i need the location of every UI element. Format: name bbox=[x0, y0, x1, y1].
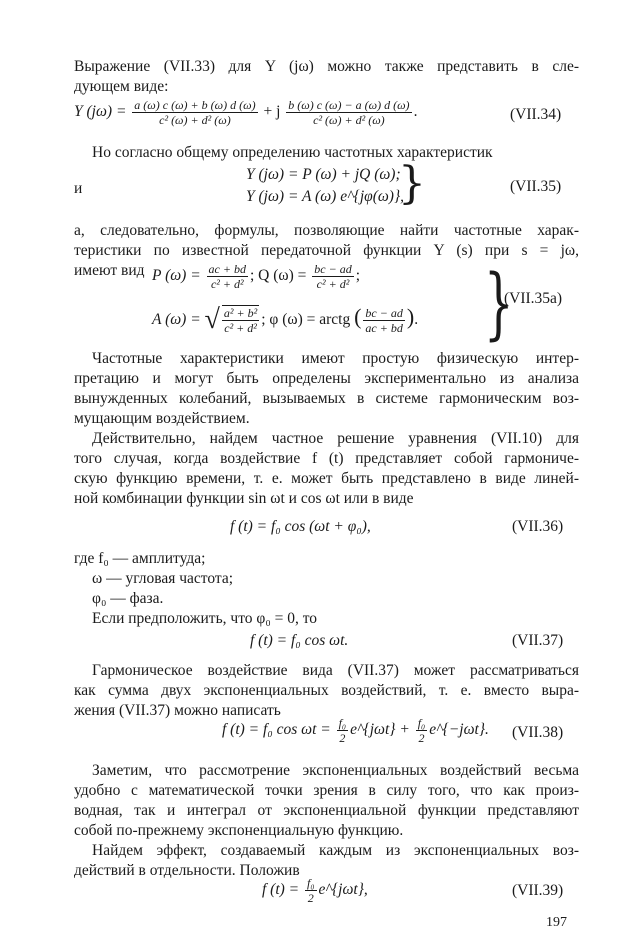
equation-vii-39: f (t) = $\frac{\text{f₀}}{2}$ e^{jωt}, bbox=[262, 876, 368, 905]
equation-vii-35-line2: Y (jω) = A (ω) e^{jφ(ω)}, bbox=[246, 188, 405, 205]
equation-vii-35-line1: Y (jω) = P (ω) + jQ (ω); bbox=[246, 166, 401, 183]
paragraph-line: Заметим, что рассмотрение экспоненциальных воздействий весьма bbox=[92, 762, 579, 779]
right-brace-icon: } bbox=[398, 158, 426, 209]
paragraph-line: как сумма двух экспоненциальных воздействий, т. е. вместо выра- bbox=[74, 682, 579, 699]
paragraph-line: скую функцию времени, т. е. может быть представлено в виде линей- bbox=[74, 470, 579, 487]
definition-line: φ₀ — фаза. bbox=[92, 590, 164, 607]
equation-vii-38: f (t) = f₀ cos ωt = $\frac{\text{f₀}}{2}$ e^{jωt} + $\frac{\text{f₀}}{2}$ e^{−jωt}. bbox=[222, 716, 489, 745]
equation-number: (VII.34) bbox=[510, 106, 562, 123]
paragraph-line: претацию и могут быть определены экспериментально из анализа bbox=[74, 370, 579, 387]
equation-vii-35a-line1: P (ω) = $\frac{ac + bd}{\text{c² + d²}}$ ; Q (ω) = $\frac{bc - ad}{\text{c² + d²}}$ ; bbox=[152, 262, 361, 291]
paragraph-line: того случая, когда воздействие f (t) представляет собой гармониче- bbox=[74, 450, 579, 467]
equation-vii-35a-line2: A (ω) = √ $\frac{\text{a² + b²}}{\text{c² + d²}}$ ; φ (ω) = arctg ( $\frac{bc - ad}{ac + bd}$ ). bbox=[152, 304, 419, 336]
equation-number: (VII.39) bbox=[512, 882, 564, 899]
paragraph-line: Найдем эффект, создаваемый каждым из экспоненциальных воз- bbox=[92, 842, 579, 859]
equation-number: (VII.36) bbox=[512, 518, 564, 535]
equation-number: (VII.35) bbox=[510, 178, 562, 195]
paragraph-line: Гармоническое воздействие вида (VII.37) может рассматриваться bbox=[92, 662, 579, 679]
paragraph-line: а, следовательно, формулы, позволяющие найти частотные харак- bbox=[74, 222, 579, 239]
paragraph-line: имеют вид bbox=[74, 262, 145, 279]
definition-line: где f₀ — амплитуда; bbox=[74, 550, 206, 567]
paragraph-line: Если предположить, что φ₀ = 0, то bbox=[92, 610, 318, 627]
equation-vii-36: f (t) = f₀ cos (ωt + φ₀), bbox=[230, 518, 371, 535]
right-brace-icon: } bbox=[483, 259, 514, 349]
paragraph-line: Частотные характеристики имеют простую физическую интер- bbox=[92, 350, 579, 367]
paragraph-line: дующем виде: bbox=[74, 78, 169, 95]
equation-vii-34: Y (jω) = $\frac{a (\omega) c (\omega) + b (\omega) d (\omega)}{\text{c² (ω) + d² (ω)}}$ + j $\frac{b (\omega) c (\omega) - a (\omega) d (\omega)}{\text{c² (ω) + d² (ω)}}$ . bbox=[74, 98, 418, 127]
equation-number: (VII.37) bbox=[512, 632, 564, 649]
equation-vii-37: f (t) = f₀ cos ωt. bbox=[250, 632, 349, 649]
paragraph-line: водная, так и интеграл от экспоненциальной функции представляют bbox=[74, 802, 579, 819]
paragraph-line: ной комбинации функции sin ωt и cos ωt или в виде bbox=[74, 490, 414, 507]
paragraph-line: вынужденных колебаний, вызываемых в системе гармоническим воз- bbox=[74, 390, 579, 407]
paragraph-line: Выражение (VII.33) для Y (jω) можно также представить в сле- bbox=[74, 58, 579, 75]
paragraph-line: удобно с математической точки зрения в силу того, что как произ- bbox=[74, 782, 579, 799]
definition-line: ω — угловая частота; bbox=[92, 570, 234, 587]
paragraph-line: действий в отдельности. Положив bbox=[74, 862, 300, 879]
paragraph-line: теристики по известной передаточной функции Y (s) при s = jω, bbox=[74, 242, 579, 259]
paragraph-line: мущающим воздействием. bbox=[74, 410, 250, 427]
paragraph-line: Действительно, найдем частное решение уравнения (VII.10) для bbox=[92, 430, 579, 447]
paragraph-line: Но согласно общему определению частотных характеристик bbox=[92, 144, 493, 161]
equation-number: (VII.35a) bbox=[504, 290, 563, 307]
equation-number: (VII.38) bbox=[512, 724, 564, 741]
page-number: 197 bbox=[546, 915, 567, 930]
sqrt-icon: √ bbox=[204, 304, 220, 336]
paragraph-line: и bbox=[74, 180, 83, 197]
paragraph-line: собой по-прежнему экспоненциальную функцию. bbox=[74, 822, 404, 839]
paragraph-line: жения (VII.37) можно написать bbox=[74, 702, 281, 719]
